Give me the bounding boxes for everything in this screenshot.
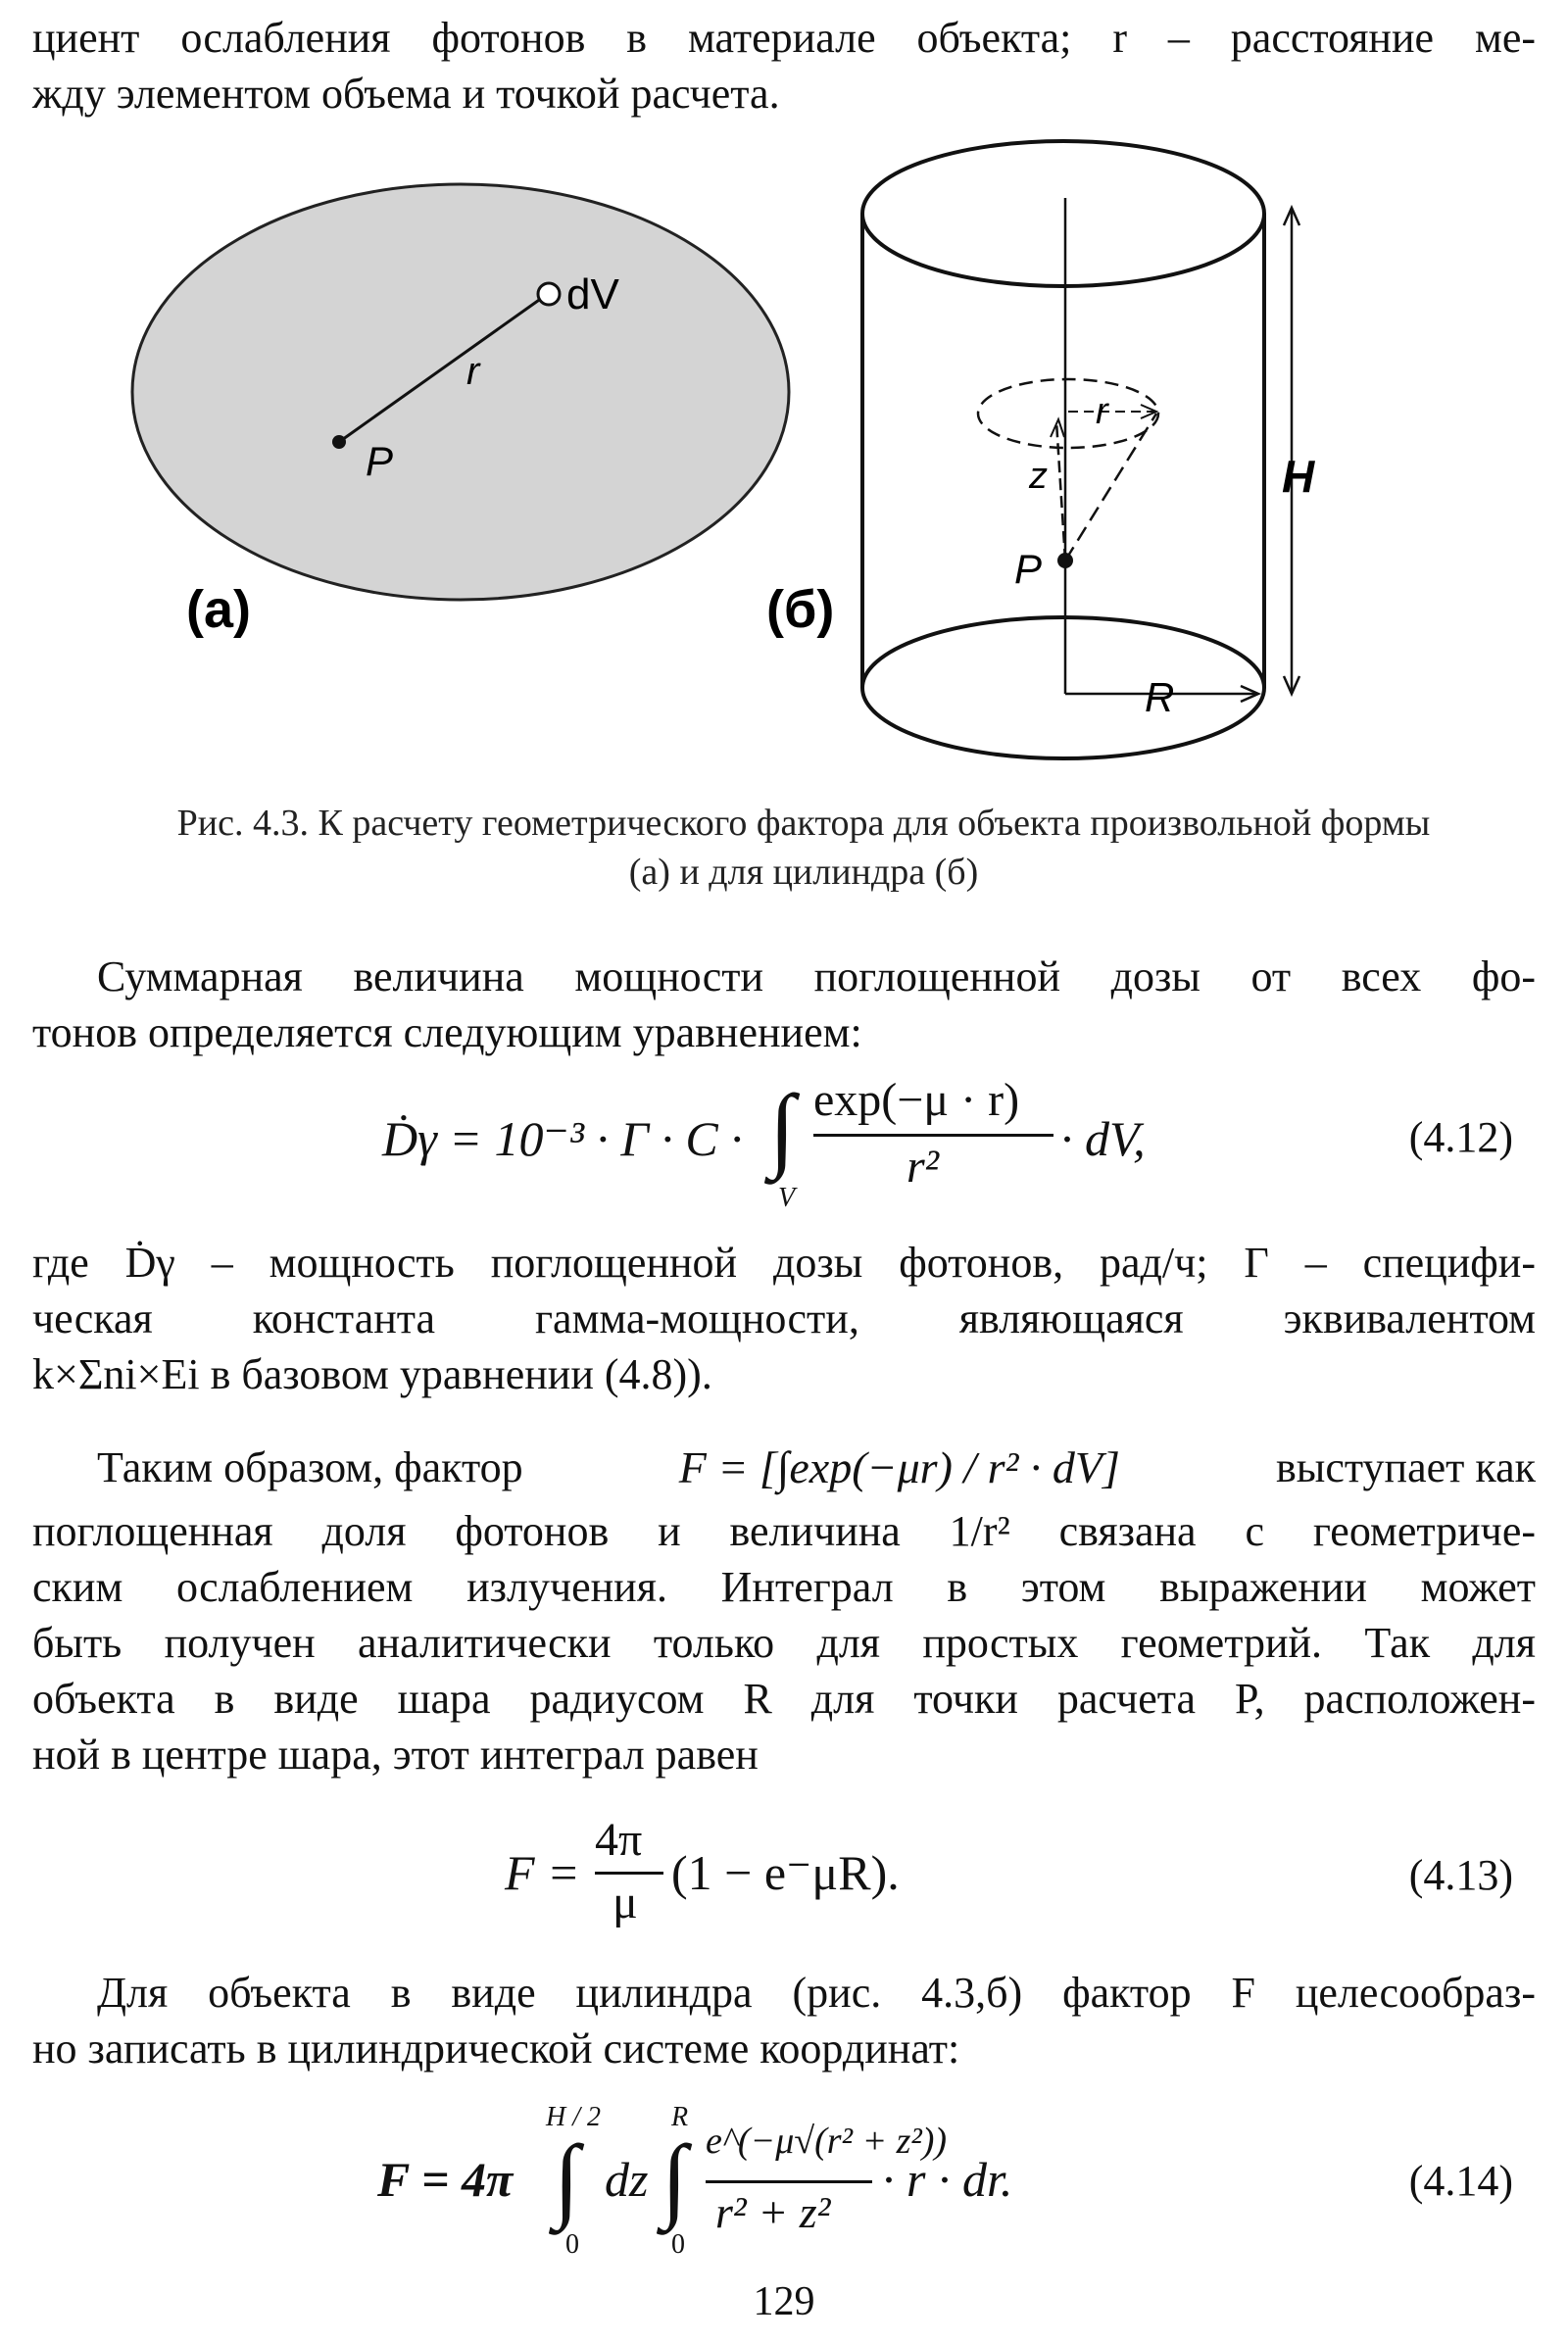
label-a: (а) xyxy=(186,580,251,639)
fraction-bar xyxy=(706,2180,872,2183)
equation-number: (4.12) xyxy=(1408,1113,1513,1161)
figure-4-3 xyxy=(0,127,1568,774)
eq-fraction-num: 4π xyxy=(595,1814,643,1866)
text-line: Суммарная величина мощности поглощенной дозы от всех фо- xyxy=(97,952,1536,1000)
eq-dz: dz xyxy=(605,2152,649,2207)
eq-fraction-den: μ xyxy=(612,1877,638,1928)
text-line: но записать в цилиндрической системе координат: xyxy=(32,2025,960,2073)
eq-lower-limit: 0 xyxy=(671,2229,685,2260)
caption-line: Рис. 4.3. К расчету геометрического фактора для объекта произвольной формы xyxy=(176,803,1431,844)
label-z: z xyxy=(1029,456,1048,497)
eq-lhs: F = 4π xyxy=(377,2152,514,2207)
paragraph-factor xyxy=(32,1431,1536,1782)
text-line: k×Σni×Ei в базовом уравнении (4.8)). xyxy=(32,1350,712,1398)
equation-number: (4.14) xyxy=(1408,2157,1513,2205)
label-p: P xyxy=(366,438,394,484)
fraction-bar xyxy=(813,1134,1054,1137)
text-line: где Ḋγ – мощность поглощенной дозы фотонов, рад/ч; Г – специфи- xyxy=(32,1239,1536,1287)
text-line: Для объекта в виде цилиндра (рис. 4.3,б) фактор F целесообраз- xyxy=(97,1969,1536,2017)
volume-element-dv xyxy=(538,283,560,305)
text-line: ским ослаблением излучения. Интеграл в этом выражении может xyxy=(32,1563,1536,1611)
text-line-with-formula xyxy=(32,1431,1536,1503)
caption-line: (а) и для цилиндра (б) xyxy=(628,852,979,893)
equation-4-13 xyxy=(505,1813,995,1940)
eq-fraction-num: e^(−μ√(r² + z²)) xyxy=(706,2121,948,2162)
label-p-cylinder: P xyxy=(1014,546,1043,592)
page-number: 129 xyxy=(753,2279,815,2324)
object-ellipse xyxy=(132,184,789,600)
eq-fraction-num: exp(−μ · r) xyxy=(813,1074,1020,1126)
integral-sign: ∫ xyxy=(769,1075,796,1180)
paragraph-definitions xyxy=(32,1235,1536,1402)
eq-lower-limit: V xyxy=(778,1183,796,1213)
label-ring-r: r xyxy=(1096,391,1108,432)
paragraph-summary xyxy=(32,949,1536,1060)
text-line: ческая константа гамма-мощности, являющаяся эквивалентом xyxy=(32,1294,1536,1342)
integral-sign: ∫ xyxy=(662,2125,688,2230)
eq-fraction-den: r² xyxy=(906,1141,940,1193)
cylinder-bottom xyxy=(862,617,1264,758)
eq-upper-limit: R xyxy=(671,2102,689,2132)
eq-lhs: F = xyxy=(505,1845,580,1900)
label-H: H xyxy=(1282,451,1315,502)
equation-number: (4.13) xyxy=(1408,1851,1513,1899)
paragraph-intro xyxy=(32,10,1536,122)
eq-tail: (1 − e⁻μR). xyxy=(671,1845,900,1900)
label-dv: dV xyxy=(566,270,619,318)
equation-4-14 xyxy=(377,2102,1181,2259)
eq-fraction-den: r² + z² xyxy=(715,2187,831,2237)
text-fragment: выступает как xyxy=(1276,1442,1536,1491)
text-line: ной в центре шара, этот интеграл равен xyxy=(32,1731,759,1779)
eq-tail: · r · dr. xyxy=(882,2152,1013,2207)
cylinder-top xyxy=(862,141,1264,286)
integral-sign: ∫ xyxy=(554,2125,580,2230)
point-p-cylinder xyxy=(1057,553,1073,568)
text-line: объекта в виде шара радиусом R для точки расчета P, расположен- xyxy=(32,1675,1536,1723)
text-line: быть получен аналитически только для простых геометрий. Так для xyxy=(32,1619,1536,1667)
equation-4-12 xyxy=(382,1073,1166,1213)
eq-upper-limit: H / 2 xyxy=(546,2102,601,2132)
inline-formula-F: F = [∫exp(−μr) / r² · dV] xyxy=(678,1441,1120,1492)
text-line: жду элементом объема и точкой расчета. xyxy=(32,70,780,118)
dashed-ring xyxy=(978,379,1158,448)
paragraph-cylinder xyxy=(32,1965,1536,2076)
point-p-dot xyxy=(332,435,346,449)
label-R: R xyxy=(1145,674,1175,720)
eq-lower-limit: 0 xyxy=(565,2229,579,2260)
label-b: (б) xyxy=(766,580,835,639)
eq-tail: · dV, xyxy=(1060,1111,1146,1166)
eq-lhs: Ḋγ = 10⁻³ · Г · C · xyxy=(382,1111,743,1166)
label-r: r xyxy=(466,350,480,393)
fraction-bar xyxy=(595,1872,663,1875)
text-line: циент ослабления фотонов в материале объекта; r – расстояние ме- xyxy=(32,14,1536,62)
text-fragment: Таким образом, фактор xyxy=(97,1442,523,1491)
text-line: поглощенная доля фотонов и величина 1/r² связана с геометриче- xyxy=(32,1507,1536,1555)
figure-caption xyxy=(78,799,1529,897)
text-line: тонов определяется следующим уравнением: xyxy=(32,1008,862,1056)
